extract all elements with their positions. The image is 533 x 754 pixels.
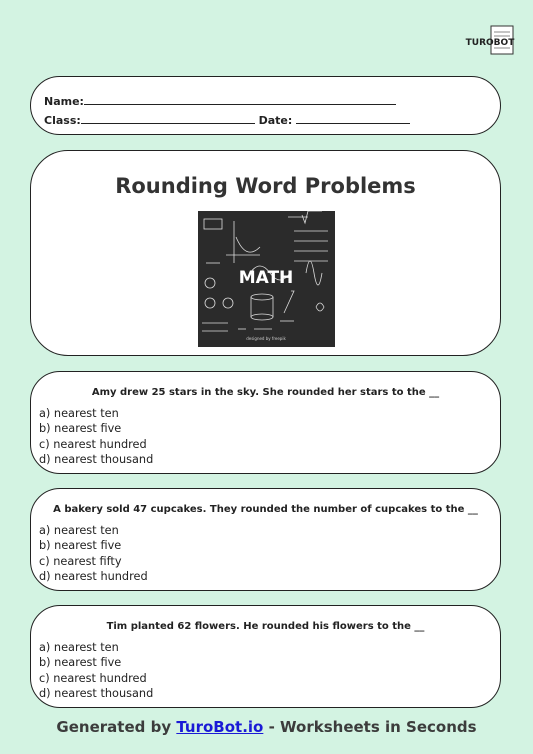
question-card (30, 488, 501, 591)
answer-options (39, 640, 153, 701)
answer-options (39, 406, 153, 467)
answer-option[interactable]: d) nearest hundred (39, 569, 148, 583)
class-field[interactable] (81, 113, 255, 124)
answer-option[interactable]: d) nearest thousand (39, 452, 154, 466)
turobot-logo (465, 24, 515, 56)
name-field[interactable] (84, 94, 396, 105)
class-label: Class: (44, 114, 81, 127)
date-field[interactable] (296, 113, 410, 124)
answer-option[interactable]: a) nearest ten (39, 641, 119, 654)
name-row (44, 94, 396, 108)
question-card (30, 371, 501, 474)
svg-text:MATH: MATH (238, 268, 294, 288)
turobot-link[interactable]: TuroBot.io (176, 718, 264, 736)
worksheet-title: Rounding Word Problems (115, 174, 416, 198)
answer-option[interactable]: c) nearest hundred (39, 437, 147, 451)
name-label: Name: (44, 95, 84, 108)
question-text: Amy drew 25 stars in the sky. She rounded her stars to the __ (91, 387, 440, 398)
svg-text:TUROBOT: TUROBOT (465, 38, 515, 48)
question-card (30, 605, 501, 708)
answer-option[interactable]: b) nearest five (39, 539, 122, 553)
answer-option[interactable]: c) nearest hundred (39, 671, 147, 685)
question-text: Tim planted 62 flowers. He rounded his flowers to the __ (106, 621, 425, 632)
answer-option[interactable]: b) nearest five (39, 422, 122, 436)
answer-option[interactable]: a) nearest ten (39, 524, 119, 537)
date-label: Date: (258, 114, 293, 127)
answer-option[interactable]: c) nearest fifty (39, 554, 122, 568)
footer (0, 718, 533, 736)
math-chalkboard-image (198, 211, 335, 347)
title-card (30, 150, 501, 356)
answer-option[interactable]: b) nearest five (39, 656, 122, 670)
answer-option[interactable]: d) nearest thousand (39, 686, 154, 700)
footer-suffix: - Worksheets in Seconds (263, 718, 477, 736)
answer-options (39, 523, 148, 584)
question-text: A bakery sold 47 cupcakes. They rounded the number of cupcakes to the __ (53, 504, 478, 515)
class-date-row (44, 113, 410, 127)
footer-prefix: Generated by (56, 718, 177, 736)
student-info-card (30, 76, 501, 135)
svg-text:designed by freepik: designed by freepik (246, 336, 286, 341)
answer-option[interactable]: a) nearest ten (39, 407, 119, 420)
